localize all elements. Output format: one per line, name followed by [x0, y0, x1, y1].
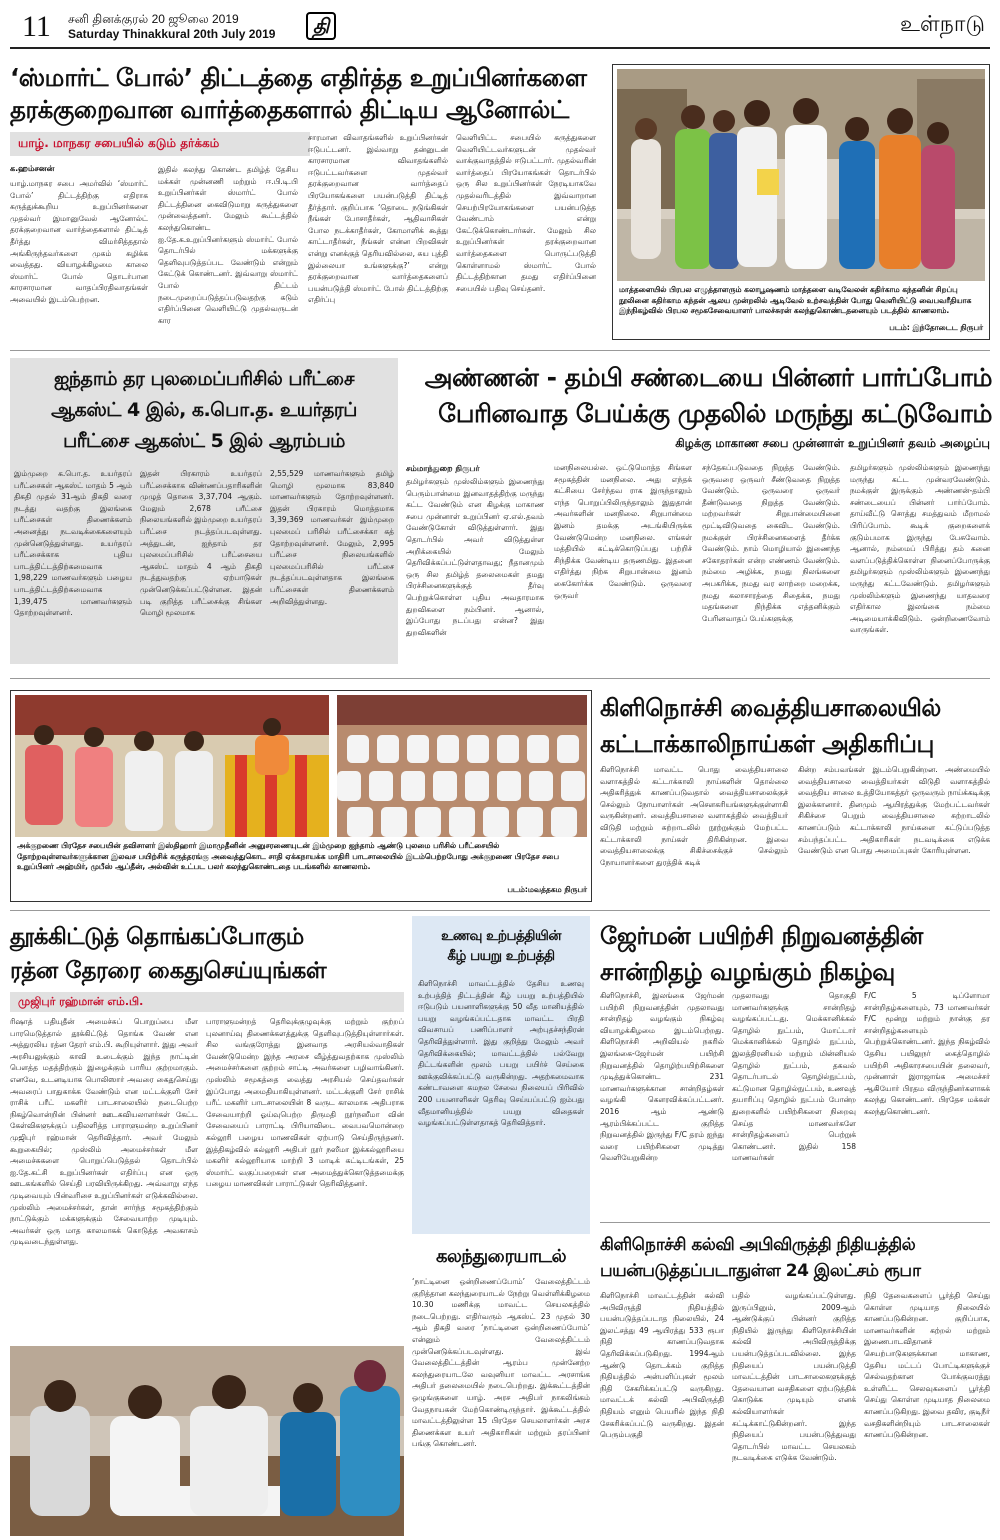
story6-box — [412, 916, 590, 1234]
story6-headline-line2: கீழ் பயறு உற்பத்தி — [447, 948, 555, 964]
story3-headline — [406, 360, 992, 432]
story1-headline-line2: தரக்குறைவான வார்த்தைகளால் திட்டிய ஆனோல்ட் — [10, 95, 569, 124]
story6-headline-line1: உணவு உற்பத்தியின் — [441, 928, 561, 944]
story9-col1: கிளிநொச்சி மாவட்டத்தின் கல்வி அபிவிருத்தி நிதியத்தில் பயன்படுத்தப்படாத நிலையில், 24 இலட்சத்து 49 ஆயிரத்து 533 ரூபா நிதி காணப்படுவதாக தெரிவிக்கப்படுகிறது. 1994ஆம் ஆண்டு தொடக்கம் குறித்த நிதியத்தில் அன்பளிப்புகள் மூலம் நிதி சேகரிக்கப்பட்டு வருகிறது. மாவட்டக் கல்வி அபிவிருத்தி நிதியம் எனும் பெயரில் இந்த நிதி சேகரிக்கப்பட்டு வருகிறது. இதன் பெரும்பகுதி — [600, 1291, 724, 1440]
story3-headline-line2: பேரினவாத பேய்க்கு முதலில் மருந்து கட்டுவோம் — [438, 399, 992, 428]
story8-headline — [600, 918, 990, 990]
story2-col3: 2,55,529 மாணவர்களும் தமிழ் மொழி மூலமாக 83,840 மாணவர்களும் தோற்றவுள்ளனர். இதன் பிரகாரம் மொத்தமாக 3,39,369 மாணவர்கள் இம்முறை புலமைப் பரிசில் பரீட்சைக்கா கத் தோற்றவுள்ளனர். மேலும், 2,995 பரீட்சை நிலையங்களில் புலமைப்பரிசில் பரீட்சை நடத்தப்படவுள்ளதாக இலங்கை பரீட்சைகள் திணைக்களம் அறிவித்துள்ளது. — [266, 466, 398, 664]
story4-headline — [600, 690, 990, 762]
photo1-frame — [612, 64, 990, 340]
story1-headline — [10, 62, 605, 126]
story3-col1: தமிழர்களும் முஸ்லிம்களும் இணைந்து பெரும்பான்மை இனவாதத்திற்கு மருந்து கட்ட வேண்டும் என கிழக்கு மாகாண சபை முன்னாள் உறுப்பினர் ஏ.எல்.தவம் வேண்டுகோள் விடுத்துள்ளார். இது தொடர்பில் அவர் விடுத்துள்ள அறிக்கையில் மேலும் தெரிவிக்கப்பட்டுள்ளதாவது; நீதானமும் ஒரு சில தமிழ்த் தலைமைகள் தமது பிரச்சினைகளுக்குத் தீர்வு பெற்றுக்கொள்ள புதிய அவதாரமாக துறவிகளை நம்பினர். ஆனால், இப்போது நடப்பது என்ன? இது துறவிகளின் — [406, 477, 544, 637]
story3-byline: சம்மாந்துறை நிருபர் — [406, 464, 480, 473]
story3-col3: சந்தேகப்படுவதை நிறுத்த வேண்டும். ஒருவரை ஒருவர் சீண்டுவதை நிறுத்த வேண்டும். ஒருவரை ஒருவர் தீண்டுவதை நிறுத்த வேண்டும். மற்றவர்கள் சிறுபான்மையினை மூட்டிவிடுவதை கைவிட வேண்டும். நமக்குள் பிரச்சினைகளைத் தீர்க்க வேண்டும். நாம் மொழியால் இணைந்த சகோதரர்கள் என்ற எண்ணம் வேண்டும். நம்மை அழிக்க, நமது நிலங்களை அபகரிக்க, நமது வர லாற்றை மறைக்க, நமது கலாசாரத்தை சிதைக்க, நமது மதங்களை நிந்திக்க எத்தனிக்கும் பேரினவாதப் பேய்களுக்கு — [702, 463, 840, 623]
photo1-image — [617, 69, 985, 281]
story8-col2: முதலாவது தொகுதி மாணவர்களுக்கு சான்றிதழ் வழங்கப்பட்டது. மெக்கானிக்கல் தொழில் நுட்பம், மோட்டார் மெக்கானிக்கல் தொழில் நுட்பம், இலத்திரனியல் மற்றும் மின்னியல் தொழில் நுட்பம், தகவல் தொடர்பாடல் தொழில்நுட்பம், கட்டுமான தொழில்நுட்பம், உணவுத் தயாரிப்பு தொழில் நுட்பம் போன்ற துறைகளில் பயிற்சிகளை நிறைவு செய்த மாணவர்களே சான்றிதழ்களைப் பெற்றுக் கொண்டனர். இதில் 158 மாணவர்கள் — [732, 991, 856, 1163]
story2-headline — [10, 358, 398, 457]
photo1-credit: படம்: இந்தோடைட நிருபர் — [889, 323, 983, 332]
story2-headline-box — [10, 358, 398, 466]
story5-headline-line1: தூக்கிட்டுத் தொங்கப்போகும் — [10, 924, 304, 950]
story1-col1: யாழ்.மாநகர சபை அமர்வில் ‘ஸ்மார்ட் போல்’ திட்டத்திற்கு எதிராக கருத்துக்கூறிய உறுப்பினர்களை முதல்வர் இமானுவேல் ஆனோல்ட் தரக்குறைவான வார்த்தைகளால் திட்டித் தீர்த்து விமர்சித்ததால் அங்கிருந்தவர்களை முகம் சுழிக்க வைத்தது. வியாழக்கிழமை காலை ஸ்மார்ட் போல் தொடர்பான காரசாரமான வாதப்பிரதிவாதங்கள் அவையில் இடம்பெற்றன. — [10, 179, 148, 304]
row2-rule — [10, 678, 990, 679]
story2-headline-line2: ஆகஸ்ட் 4 இல், க.பொ.த. உயர்தரப் — [51, 399, 357, 421]
story9-col3: நிதி தேவைகளைப் பூர்த்தி செய்து கொள்ள முடியாத நிலையில் காணப்படுகின்றன. குறிப்பாக, மாணவர்களின் கற்றல் மற்றும் இணைபாடவிதானச் செயற்பாடுகளுக்கான மாகாண, தேசிய மட்டப் போட்டிகளுக்குச் செல்வதற்கான போக்குவரத்து உள்ளிட்ட செலவுகளைப் பூர்த்தி செய்து கொள்ள முடியாத நிலைமை காணப்படுகிறது. இவை தவிர, குடிநீர் வசதிகளின்றியும் பாடசாலைகள் காணப்படுகின்றன. — [864, 1291, 990, 1440]
story1-col2: இதில் கலந்து கொண்ட தமிழ்த் தேசிய மக்கள் முன்னணி மற்றும் ஈ.பி.டி.பி உறுப்பினர்கள் ஸ்மார்ட் போல் திட்டத்தினை கைவிடுமாறு கருத்துகளை முன்வைத்தனர். மேலும் கூட்டத்தில் கலந்துகொண்ட ஐ.தே.க.உறுப்பினர்களும் ஸ்மார்ட் போல் தொடர்பில் மக்களுக்கு தெளிவுபடுத்தப்பட வேண்டும் என்றும் கேட்டுக் கொண்டனர். இவ்வாறு ஸ்மார்ட் போல் திட்டம் நடைமுறைப்படுத்தப்படுவதற்கு கடும் எதிர்ப்பினை வெளியிட்டு முதல்வருடன் கார — [158, 165, 298, 325]
photo2-frame — [10, 690, 592, 902]
story7-body: ‘நாட்டினை ஒன்றிணைப்போம்’ வேலைத்திட்டம் குறித்தான கலந்துரையாடல் நேற்று வெள்ளிக்கிழமை 10.30 மணிக்கு மாவட்ட செயலகத்தில் நடைபெற்றது. எதிர்வரும் ஆகஸ்ட் 23 முதல் 30 ஆம் திகதி வரை ‘நாட்டினை ஒன்றிணைப்போம்’ என்னும் வேலைத்திட்டம் முன்னெடுக்கப்படவுள்ளது. இவ் வேலைத்திட்டத்தின் ஆரம்ப முன்னேற்ற கலந்துரையாடலே வவுனியா மாவட்ட அரசாங்க அதிபர் தலைமையில் நடைபெற்றது. இக்கூட்டத்தின் ஒழுங்குகளை யாழ். அரச அதிபர் நாகலிங்கம் வேதநாயகன் மேற்கொண்டிருந்தார். இக்கூட்டத்தில் மாவட்டத்திலுள்ள 15 பிரதேச செயலாளர்கள் அரச திணைக்கள உயர் அதிகாரிகள் மற்றும் தரப்பினர் பங்கு கொண்டனர். — [412, 1277, 590, 1449]
story9-headline-line2: பயன்படுத்தப்படாதுள்ள 24 இலட்சம் ரூபா — [600, 1261, 921, 1281]
story7-headline: கலந்துரையாடல் — [435, 1246, 567, 1267]
story8-col3: F/C 5 டிப்ளோமா சான்றிதழ்களையும், 73 மாணவர்கள் F/C மூன்று மற்றும் நான்கு தர சான்றிதழ்களையும் பெற்றுக்கொண்டனர். இந்த நிகழ்வில் தேசிய பயிலுநர் கைத்தொழில் பயிற்சி அதிகாரசபையின் தலைவர், முன்னாள் இராஜாங்க அமைச்சர் ஆகியோர் பிரதம விருந்தினர்களாகக் கலந்து கொண்டனர். பிரதேச மக்கள் கலந்துகொண்டனர். — [864, 991, 990, 1116]
photo2-image-left — [15, 695, 329, 837]
masthead-date — [68, 12, 328, 42]
story5-subhead: முஜிபுர் ரஹ்மான் எம்.பி. — [18, 995, 144, 1008]
story5-photo — [10, 1346, 404, 1536]
story4-headline-line1: கிளிநொச்சி வைத்தியசாலையில் — [600, 694, 941, 722]
story3-col4: தமிழர்களும் முஸ்லிம்களும் இணைந்து மருந்து கட்ட முன்வரவேண்டும். நமக்குள் இருக்கும் அண்ணன்-தம்பி சண்டையைப் பின்னர் பார்ப்போம். தாய்வீட்டு சொத்து சமத்துவம் மீறாமல் பிரிப்போம். கூடிக் குறைகளைக் குடும்பமாக இருந்து பேசுவோம். ஆனால், நம்மைப் பிரித்து தம் கனை வளப்படுத்திக்கொள்ள நினைப்போருக்கு தமிழர்களும் முஸ்லிம்களும் இணைந்து மருந்து கட்டவேண்டும். தமிழர்களும் முஸ்லிம்களும் இணைந்து யாதவரை எதிர்கால இலங்கை நம்மை அடிமையாக்கிவிடும். ஒன்றிணைவோம் வாருங்கள். — [850, 463, 990, 635]
story5-subhead-box — [10, 992, 404, 1012]
date-tamil: சனி தினக்குரல் 20 ஜூலை 2019 — [68, 12, 239, 26]
row1-rule — [10, 350, 990, 351]
row3-rule — [10, 910, 990, 911]
story5-col1: ரிஷாத் பதியுதீன் அமைச்சுப் பொறுப்பை மீள பாரமெடுத்தால் தூக்கிட்டுத் தொங்க வேண் என அத்துரலிய ரத்ன தேரர் எம்.பி. கூறியுள்ளார். இது அவர் அரசியலுக்கும் காவி உடைக்கும் இந்த நாட்டின் பௌத்த மதத்திற்கும் இழைக்கும் பாரிய குற்றமாகும். எனவே, உடனடியாக பொலிஸார் அவரை கைதுசெய்து அவரைப் பாதுகாக்க வேண்டும் என மட்டக்குளி சேர் ராசிக் பரீட் மகளிர் பாடசாலையில் நடைபெற்ற நிகழ்வொன்றின் பின்னர் ஊடகவியலாளர்கள் கேட்ட கேள்விகளுக்குப் பதிலளித்த பாராளுமன்ற உறுப்பினர் முஜிபுர் ரஹ்மான் தெரிவித்தார். அவர் மேலும் கூறுகையில்; முஸ்லிம் அமைச்சர்கள் மீள அமைச்சுகளை பொறுப்பெடுத்தல் தொடர்பில் ஐ.தே.கட்சி உறுப்பினர்கள் எதிர்ப்பு என ஒரு ஊடகங்களில் செய்தி பரவியிருக்கிறது. அவ்வாறு எந்த முடிவையும் பின்வரிசை உறுப்பினர்கள் எடுக்கவில்லை. முஸ்லிம் அமைச்சர்கள், தான் சார்ந்த சமூகத்திற்கும் நாட்டுக்கும் மக்களுக்கும் சேவையாற்ற முடியும். அவர்கள் ஒரு மாத காலமாகக் கொடுத்த அவகாசம் முடிவடைந்துள்ளது. — [10, 1017, 198, 1247]
story9-col2: பதில் வழங்கப்பட்டுள்ளது. இருப்பினும், 2009ஆம் ஆண்டுக்குப் பின்னர் குறித்த நிதியில் இருந்து கிளிநொச்சியின் கல்வி அபிவிருத்திக்கு பயன்படுத்தப்படவில்லை. இந்த நிதியைப் பயன்படுத்தி மாவட்டத்தின் பாடசாலைகளுக்குத் தேவையான வசதிகளை ஏற்படுத்திக் கொடுக்க முடியும் எனக் கல்வியாளர்கள் சுட்டிக்காட்டுகின்றனர். இந்த நிதியைப் பயன்படுத்துவது தொடர்பில் மாவட்ட செயலகம் நடவடிக்கை எடுக்க வேண்டும். — [732, 1291, 856, 1463]
page-number: 11 — [22, 10, 51, 43]
story8-headline-line1: ஜேர்மன் பயிற்சி நிறுவனத்தின் — [600, 922, 923, 950]
story8-headline-line2: சான்றிதழ் வழங்கும் நிகழ்வு — [600, 958, 895, 986]
photo2-image-right — [337, 695, 587, 837]
story2-col2: இதன் பிரகாரம் உயர்தரப் பரீட்சைக்காக விண்ணப்பதாரிகளின் முழுத் தொகை 3,37,704 ஆகும். மேலும் 2,678 பரீட்சை நிலையங்களில் இம்முறை உயர்தரப் பரீட்சை நடத்தப்படவுள்ளது. அத்துடன், ஐந்தாம் தர புலமைப்பரிசில் பரீட்சையை ஆகஸ்ட் மாதம் 4 ஆம் திகதி நடத்துவதற்கு ஏற்பாடுகள் முன்னெடுக்கப்பட்டுள்ளன. இதன் படி குறித்த பரீட்சைக்கு சிங்கள மொழி மூலமாக — [136, 466, 266, 664]
story1-col3: சாரமான விவாதங்களில் உறுப்பினர்கள் ஈடுபட்டனர். இவ்வாறு தன்னுடன் காரசாரமான விவாதங்களில் ஈடுபட்டவர்களை முதல்வர் தரக்குறைவான வார்த்தைப் பிரயோகங்களை பயன்படுத்தி திட்டித் தீர்த்தார். குறிப்பாக ‘தொடை நடுங்கிகள் நீங்கள் போசாதீர்கள், ஆதிவாசிகள் போல நடக்காதீர்கள், கோமாளிக் கூத்து காட்டாதீர்கள், நீங்கள் என்ன பிறவிகள் என்று எனக்குத் தெரியவில்லை, சுய புத்தி இல்லையா உங்களுக்கு?’ என்று தரக்குறைவான வார்த்தைகளைப் பயன்படுத்தி ஸ்மார்ட் போல் திட்டத்திற்கு எதிர்ப்பு — [308, 133, 448, 305]
story3-headline-line1: அண்ணன் - தம்பி சண்டையை பின்னர் பார்ப்போம் — [424, 363, 992, 392]
story4-col1: கிளிநொச்சி மாவட்ட பொது வைத்தியசாலை வளாகத்தில் கட்டாக்காலி நாய்களின் தொல்லை அதிகரித்துக் காணப்படுவதால் வைத்தியசாலைக்குச் செல்லும் நோயாளர்கள் அசௌகரியங்களுக்குள்ளாகி வருகின்றனர். வைத்தியசாலை வளாகத்தில் வைத்தியர் விடுதி மற்றும் சுற்றாடலில் நூற்றுக்கும் மேற்பட்ட கட்டாக்காலி நாய்கள் திரிகின்றன. இவை வைத்தியசாலைக்கு சிகிச்சைக்குச் செல்லும் நோயாளர்களை துரத்திக் கடிக் — [600, 765, 788, 867]
story3-subhead: கிழக்கு மாகாண சபை முன்னாள் உறுப்பினர் தவம் அழைப்பு — [675, 436, 990, 450]
story6-headline — [412, 916, 590, 966]
story5-col2: பாராளுமன்றத் தெரிவுக்குழுவுக்கு மற்றும் குற்றப் புலனாய்வு திணைக்களத்துக்கு தெளிவுபடுத்தியுள்ளார்கள். சில வங்குரோத்து இனவாத அரசியல்வாதிகள் வேண்டுமென்ற இந்த அரசை வீழ்த்துவதற்காக முஸ்லிம் அமைச்சர்களை குற்றம் சாட்டி அவர்களை பழிவாங்கினர். முஸ்லிம் சமூகத்தை வைத்து அரசியல் செய்தவர்கள் இப்போது அமைதியாகியுள்ளனர். மட்டக்குளி சேர் ராசிக் பரீட் மகளிர் பாடசாலையின் 8 வருட காலமாக அதிபராக சேவையாற்றி ஓய்வுபெற்ற திருமதி நூர்நஸீமா வின் சேவையைப் பாராட்டி பிரியாவிடை வைபவமொன்றை கல்லூரி பழைய மாணவிகள் ஏற்பாடு செய்திருந்தனர். இத்திகழ்வில் கல்லூரி அதிபர் நூர் நஸீமா இக்கல்லூரியை மகளிர் கல்லூரியாக மாற்றி 3 மாடிக் கட்டிடங்கள், 25 ஸ்மார்ட் வகுப்பறைகள் என அமைத்துக்கொடுத்தமைக்கு பழைய மாணவிகள் பாராட்டுகள் தெரிவித்தனர். — [206, 1017, 404, 1189]
story1-subhead: யாழ். மாநகர சபையில் கடும் தர்க்கம் — [18, 136, 220, 150]
story1-subhead-box — [10, 132, 310, 156]
story5-headline — [10, 920, 404, 988]
date-english: Saturday Thinakkural 20th July 2019 — [68, 27, 276, 41]
header-rule — [10, 47, 990, 49]
story8-col1: கிளிநொச்சி, இலங்கை ஜேர்மன் பயிற்சி நிறுவனத்தின் முதலாவது சான்றிதழ் வழங்கும் நிகழ்வு வியாழக்கிழமை இடம்பெற்றது. கிளிநொச்சி அறிவியல் நகரில் இலங்கை-ஜேர்மன் பயிற்சி நிறுவனத்தில் தொழிற்பயிற்சிகளை முடித்துக்கொண்ட 231 மாணவர்களுக்கான சான்றிதழ்கள் வழங்கி கௌரவிக்கப்பட்டனர். 2016 ஆம் ஆண்டு ஆரம்பிக்கப்பட்ட குறித்த நிறுவனத்தில் இருந்து F/C தரம் ஐந்து வரை பயிற்சிகளை முடித்து வெளியேறுகின்ற — [600, 991, 724, 1163]
photo1-caption: மாத்தளையில் பிரபல எழுத்தாளரும் கலாபூஷணம் மாத்தளை வடிவேலன் கதிர்காம கந்தனின் சிறப்பு நூலினை கதிர்காம கந்தன் ஆலய முன்றலில் ஆடிவேல் உற்சவத்தின் போது வெளியிட்டு வைபவரீதியாக இந்நிகழ்வில் பிரபல சமூகசேவையாளர் பாலச்சுரன் கலந்துகொண்டதனையும் படத்தில் காணலாம். — [619, 285, 972, 315]
row4-rule — [600, 1222, 990, 1223]
story1-col4: வெளியிட்ட சபையில் கருத்துகளை வெளியிட்டவர்களுடன் முதல்வர் வாக்குவாதத்தில் ஈடுபட்டார். முதல்வரின் வார்த்தைப் பிரயோகங்கள் தொடர்பில் ஒரு சில உறுப்பினர்கள் நேரடியாகவே முதல்வரிடத்தில் இவ்வாறான செயற்பிரயோகங்களை பயன்படுத்த வேண்டாம் என்று கேட்டுக்கொண்டார்கள். மேலும் சில உறுப்பினர்கள் தரக்குறைவான வார்த்தைகளை பொருட்படுத்தி கொள்ளாமல் ஸ்மார்ட் போல் திட்டத்திற்கான தமது எதிர்ப்பினை சபையில் பதிவு செய்தனர். — [456, 133, 596, 293]
story9-headline — [600, 1232, 990, 1284]
story4-headline-line2: கட்டாக்காலிநாய்கள் அதிகரிப்பு — [600, 730, 934, 758]
story1-byline: க.ஹம்சனன் — [10, 164, 55, 173]
photo2-caption: அக்குறணை பிரதேச சபையின் தவிசாளர் இஸ்திஹார் இமாமுதீனின் அனுசரணையுடன் இம்முறை ஐந்தாம் ஆண்டு புலமை பரிசில் பரீட்சையில் தோற்றவுள்ளவர்களுக்கான இலவச பயிற்சிக் கருத்தரங்கு அவைத்துகொட சாதி ஏக்கநாயக்க மாதிரி பாடசாலையில் இடம்பெற்றபோது அக்குறணை பிரதேச சபை உறுப்பினர் அஹ்மிர், முபீஸ் ஆப்தீன், அல்வின் உட்பட பலர் கலந்துகொண்டதை படங்களில் காணலாம். — [17, 841, 560, 871]
story3-col2: மனநிலையல்ல. ஒட்டுமொத்த சிங்கள சமூகத்தின் மனநிலை. அது எந்தக் கட்சியை சேர்ந்தவ ராக இருந்தாலும் எந்த பொறுப்பிலிருந்தாலும் இதுதான் அவர்களின் மனநிலை. சிறுபான்மை இனம் தமக்கு அடங்கியிருக்க வேண்டுமென்ற மனநிலை. எங்கள் மத்தியில் கட்டிக்கொடுப்பது பற்றிச் சிந்திக்க வேண்டிய தருணமிது. இதனை எதிர்த்து நிற்க சிறுபான்மை இனம் கைகோர்க்க வேண்டும். ஒருவரை ஒருவர் — [554, 463, 692, 600]
story2-headline-line1: ஐந்தாம் தர புலமைப்பரிசில் பரீட்சை — [54, 368, 354, 390]
story1-headline-line1: ‘ஸ்மார்ட் போல்’ திட்டத்தை எதிர்த்த உறுப்பினர்களை — [10, 63, 587, 92]
photo2-credit: படம்:மவத்தகம நிருபர் — [507, 885, 587, 894]
story4-col2: கின்ற சம்பவங்கள் இடம்பெறுகின்றன. அண்மையில் வைத்தியசாலை வைத்தியர்கள் விடுதி வளாகத்தில் வைத்திய சாலை உத்தியோகத்தர் ஒருவரும் நாய்க்கடிக்கு இலக்கானார். தினமும் ஆயிரத்துக்கு மேற்பட்டவர்கள் சிகிச்சை பெறும் வைத்தியசாலை சுற்றாடலில் காணப்படும் கட்டாக்காலி நாய்களை கட்டுப்படுத்த சம்பந்தப்பட்ட அதிகாரிகள் நடவடிக்கை எடுக்க வேண்டும் என பொது அமைப்புகள் கோரியுள்ளன. — [798, 765, 990, 856]
story2-headline-line3: பரீட்சை ஆகஸ்ட் 5 இல் ஆரம்பம் — [63, 430, 345, 452]
story9-headline-line1: கிளிநொச்சி கல்வி அபிவிருத்தி நிதியத்தில் — [600, 1235, 916, 1255]
section-title: உள்நாடு — [899, 12, 985, 37]
story5-headline-line2: ரத்ன தேரரை கைதுசெய்யுங்கள் — [10, 958, 327, 984]
story6-body: கிளிநொச்சி மாவட்டத்தில் தேசிய உணவு உற்பத்தித் திட்டத்தின் கீழ் பயறு உற்பத்தியில் ஈடுபடும் பயனாளிகளுக்கு 50 வீத மானியத்தில் பயறு வழங்கப்பட்டதாக மாவட்ட பிரதி விவசாயப் பணிப்பாளர் அற்புதச்சந்திரன் தெரிவித்துள்ளார். இது குறித்து மேலும் அவர் தெரிவிக்கையில்; மாவட்டத்தில் பல்வேறு திட்டங்களின் மூலம் பயறு பயிர்ச் செய்கை ஊக்குவிக்கப்பட்டு வருகின்றது. அதற்கமைவாக கண்டாவளை கமநல சேவை நிலையப் பிரிவில் 200 பயனாளிகள் தெரிவு செய்யப்பட்டு ஐம்பது வீதமானியத்தில் பயறு விதைகள் வழங்கப்பட்டுள்ளதாகத் தெரிவித்தார். — [418, 979, 584, 1128]
thinakkural-logo: தி — [306, 12, 336, 40]
story2-col1: இம்முறை க.பொ.த. உயர்தரப் பரீட்சைகள் ஆகஸ்ட் மாதம் 5 ஆம் திகதி முதல் 31ஆம் திகதி வரை நடத்து வதற்கு இலங்கை பரீட்சைகள் திணைக்களம் அனைத்து நடவடிக்கைகளையும் முன்னெடுத்துள்ளது. உயர்தரப் பரீட்சைக்காக புதிய பாடத்திட்டத்திற்கமைவாக 1,98,229 மாணவர்களும் பழைய பாடத்திட்டத்திற்கமைவாக 1,39,475 மாணவர்களும் தோற்றவுள்ளனர். — [10, 466, 136, 664]
